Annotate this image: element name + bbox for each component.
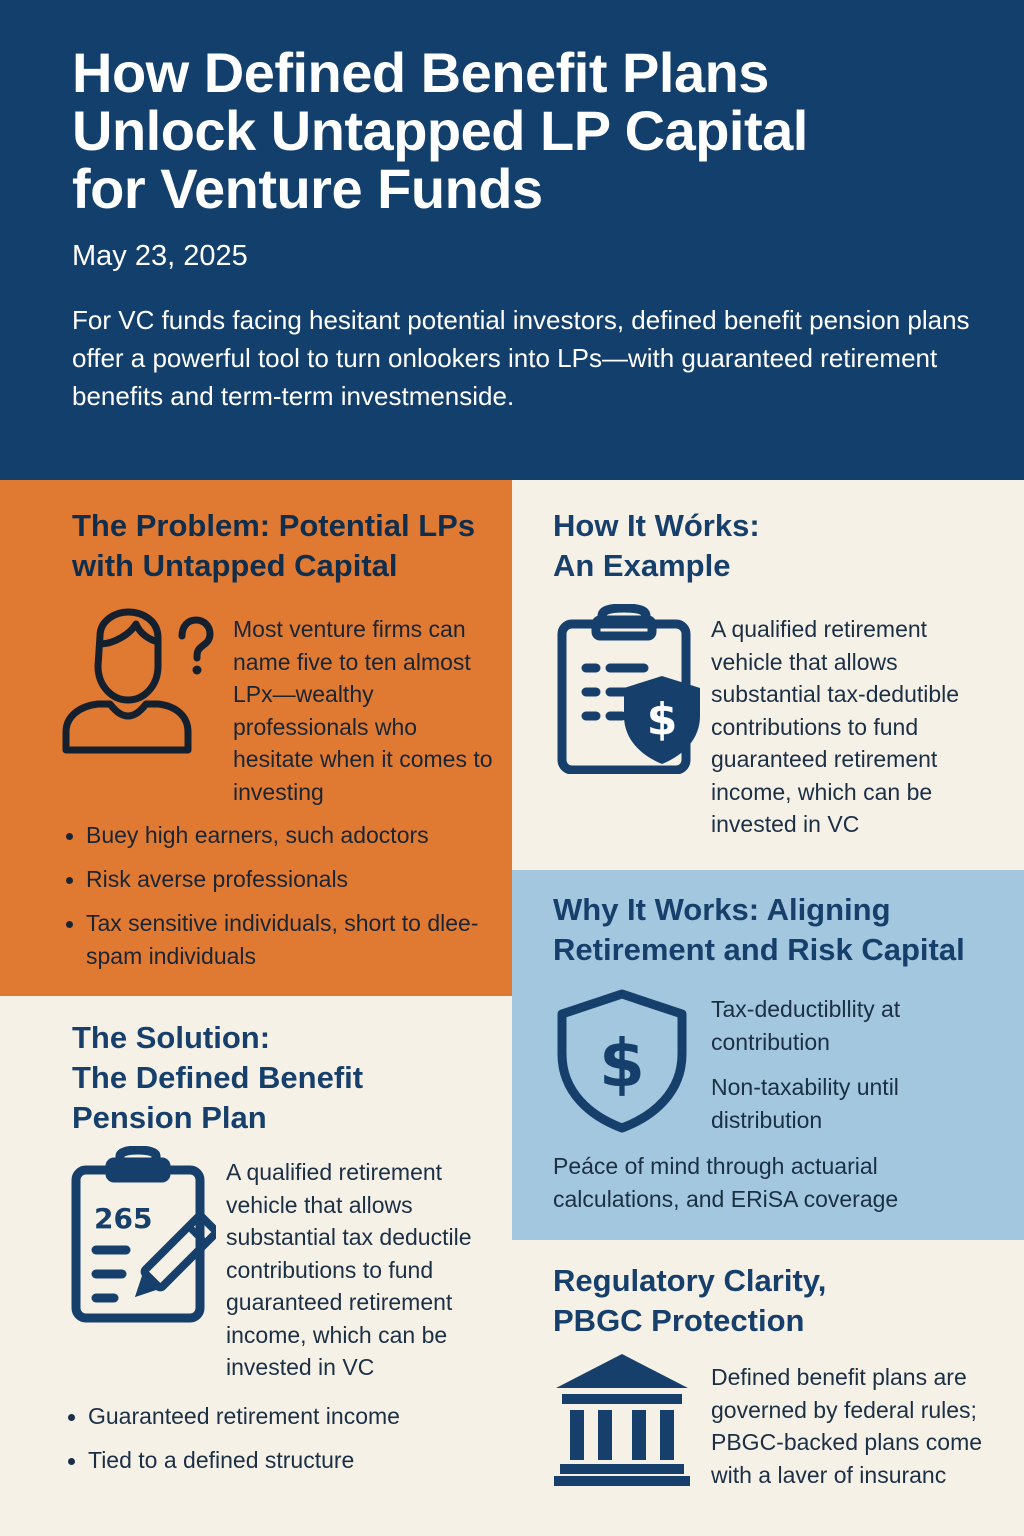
svg-text:$: $ bbox=[599, 1025, 645, 1102]
list-item: Tax sensitive individuals, short to dlee-spam individuals bbox=[64, 907, 494, 973]
how-title-line-2: An Example bbox=[553, 548, 731, 583]
regulatory-title-line-2: PBGC Protection bbox=[553, 1303, 805, 1338]
why-title-line-2: Retirement and Risk Capital bbox=[553, 932, 965, 967]
solution-title-line-1: The Solution: bbox=[72, 1020, 271, 1055]
why-title-line-1: Why It Works: Aligning bbox=[553, 892, 891, 927]
why-point-3: Peáce of mind through actuarial calculations, and ERiSA coverage bbox=[553, 1153, 899, 1212]
shield-dollar-icon bbox=[554, 988, 690, 1134]
solution-section bbox=[0, 996, 512, 1536]
list-item: Buey high earners, such adoctors bbox=[64, 819, 494, 852]
publish-date: May 23, 2025 bbox=[72, 240, 248, 272]
list-item: Risk averse professionals bbox=[64, 863, 494, 896]
list-item: Tied to a defined structure bbox=[66, 1444, 496, 1477]
why-point-2: Non-taxability until distribution bbox=[711, 1074, 899, 1133]
problem-bullet-list bbox=[64, 819, 494, 973]
svg-text:$: $ bbox=[646, 694, 678, 745]
problem-text: Most venture firms can name five to ten almost LPx—wealthy professionals who hesitate when it comes to investing bbox=[233, 616, 493, 805]
clipboard-pencil-icon bbox=[70, 1146, 216, 1326]
regulatory-title bbox=[553, 1261, 826, 1341]
title-line-2: Unlock Untapped LP Capital bbox=[72, 99, 808, 162]
header-banner bbox=[0, 0, 1024, 480]
solution-title-line-3: Pension Plan bbox=[72, 1100, 267, 1135]
problem-section bbox=[0, 480, 512, 996]
solution-text: A qualified retirement vehicle that allows substantial tax deductile contributions to fund guaranteed retirement income, which can be invested in VC bbox=[226, 1159, 472, 1380]
regulatory-title-line-1: Regulatory Clarity, bbox=[553, 1263, 827, 1298]
solution-title bbox=[72, 1018, 363, 1138]
regulatory-section bbox=[512, 1240, 1024, 1536]
why-title bbox=[553, 890, 965, 970]
page-title bbox=[72, 41, 952, 220]
how-it-works-section bbox=[512, 480, 1024, 870]
problem-title-line-1: The Problem: Potential LPs bbox=[72, 508, 476, 543]
person-question-icon bbox=[58, 608, 218, 758]
clipboard-shield-dollar-icon bbox=[556, 604, 706, 774]
solution-bullet-list bbox=[66, 1400, 496, 1477]
solution-title-line-2: The Defined Benefit bbox=[72, 1060, 364, 1095]
intro-paragraph: For VC funds facing hesitant potential investors, defined benefit pension plans offer a powerful tool to turn onlookers into LPs—with guaranteed retirement benefits and term-term investmenside. bbox=[72, 305, 970, 411]
how-text: A qualified retirement vehicle that allows substantial tax-dedutible contributions to fund guaranteed retirement income, which can be invested in VC bbox=[711, 616, 960, 837]
how-title bbox=[553, 506, 760, 586]
clipboard-number: 265 bbox=[94, 1202, 153, 1235]
problem-title bbox=[72, 506, 475, 586]
list-item: Guaranteed retirement income bbox=[66, 1400, 496, 1433]
regulatory-text: Defined benefit plans are governed by federal rules; PBGC-backed plans come with a laver of insuranc bbox=[711, 1364, 983, 1488]
title-line-3: for Venture Funds bbox=[72, 157, 543, 220]
how-title-line-1: How It Wórks: bbox=[553, 508, 760, 543]
why-it-works-section bbox=[512, 870, 1024, 1240]
why-point-1: Tax-deductibllity at contribution bbox=[711, 996, 901, 1055]
bank-building-icon bbox=[552, 1352, 692, 1486]
problem-title-line-2: with Untapped Capital bbox=[72, 548, 398, 583]
title-line-1: How Defined Benefit Plans bbox=[72, 41, 769, 104]
